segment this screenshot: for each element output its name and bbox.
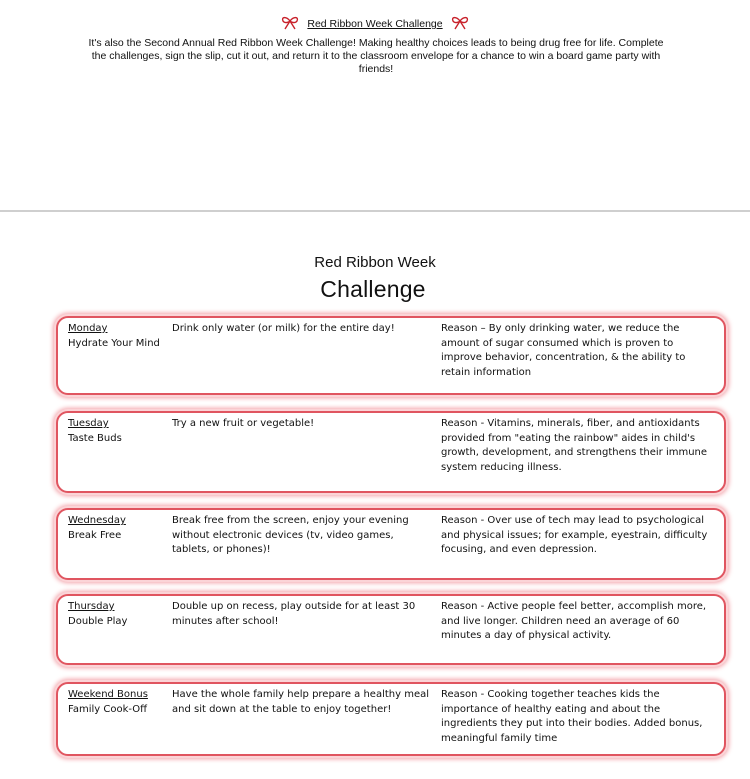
challenge-card-thursday xyxy=(56,594,726,665)
challenge-reason: Reason - Vitamins, minerals, fiber, and antioxidants provided from "eating the rainbow" aides in child's growth, development, and strengthens their immune system reducing illness. xyxy=(441,418,708,473)
intro-paragraph: It's also the Second Annual Red Ribbon Week Challenge! Making healthy choices leads to being drug free for life. Complete the challenges, sign the slip, cut it out, and return it to the classroom envelope for a chance to win a board game party with friends! xyxy=(88,37,664,75)
challenge-card-wednesday xyxy=(56,508,726,580)
challenge-card-monday xyxy=(56,316,726,395)
header-title-text: Red Ribbon Week Challenge xyxy=(307,18,443,30)
day-column xyxy=(68,417,168,446)
day-column xyxy=(68,688,168,717)
day-theme: Hydrate Your Mind xyxy=(68,337,160,349)
header-title xyxy=(0,16,750,30)
page-title: Challenge xyxy=(320,276,426,302)
day-name: Weekend Bonus xyxy=(68,689,148,700)
red-ribbon-icon xyxy=(449,16,471,30)
challenge-activity: Try a new fruit or vegetable! xyxy=(172,418,315,429)
page-subtitle: Red Ribbon Week xyxy=(314,254,436,271)
challenge-reason: Reason - Cooking together teaches kids the importance of healthy eating and about the ingredients they put into their bodies. Added bonus, meaningful family time xyxy=(441,689,703,744)
day-name: Wednesday xyxy=(68,515,126,526)
challenge-activity: Double up on recess, play outside for at least 30 minutes after school! xyxy=(172,601,416,627)
day-theme: Double Play xyxy=(68,615,128,627)
page-one xyxy=(0,0,750,211)
challenge-card-weekend-bonus xyxy=(56,682,726,756)
day-theme: Family Cook-Off xyxy=(68,703,148,715)
challenge-activity: Drink only water (or milk) for the entire day! xyxy=(172,323,395,334)
day-column xyxy=(68,514,168,543)
red-ribbon-icon xyxy=(279,16,301,30)
challenge-activity: Break free from the screen, enjoy your evening without electronic devices (tv, video games, tablets, or phones)! xyxy=(172,515,409,555)
day-column xyxy=(68,600,168,629)
day-name: Thursday xyxy=(68,601,115,612)
challenge-reason: Reason - Active people feel better, accomplish more, and live longer. Children need an average of 60 minutes a day of physical activity. xyxy=(441,601,707,641)
day-name: Tuesday xyxy=(68,418,109,429)
challenge-reason: Reason - Over use of tech may lead to psychological and physical issues; for example, eyestrain, difficulty focusing, and even depression. xyxy=(441,515,708,555)
day-theme: Break Free xyxy=(68,529,122,541)
challenge-reason: Reason – By only drinking water, we reduce the amount of sugar consumed which is proven to improve behavior, concentration, & the ability to retain information xyxy=(441,323,686,378)
challenge-card-tuesday xyxy=(56,411,726,493)
day-theme: Taste Buds xyxy=(68,432,122,444)
day-name: Monday xyxy=(68,323,108,334)
page-divider xyxy=(0,210,750,212)
challenge-activity: Have the whole family help prepare a healthy meal and sit down at the table to enjoy together! xyxy=(172,689,430,715)
day-column xyxy=(68,322,168,351)
